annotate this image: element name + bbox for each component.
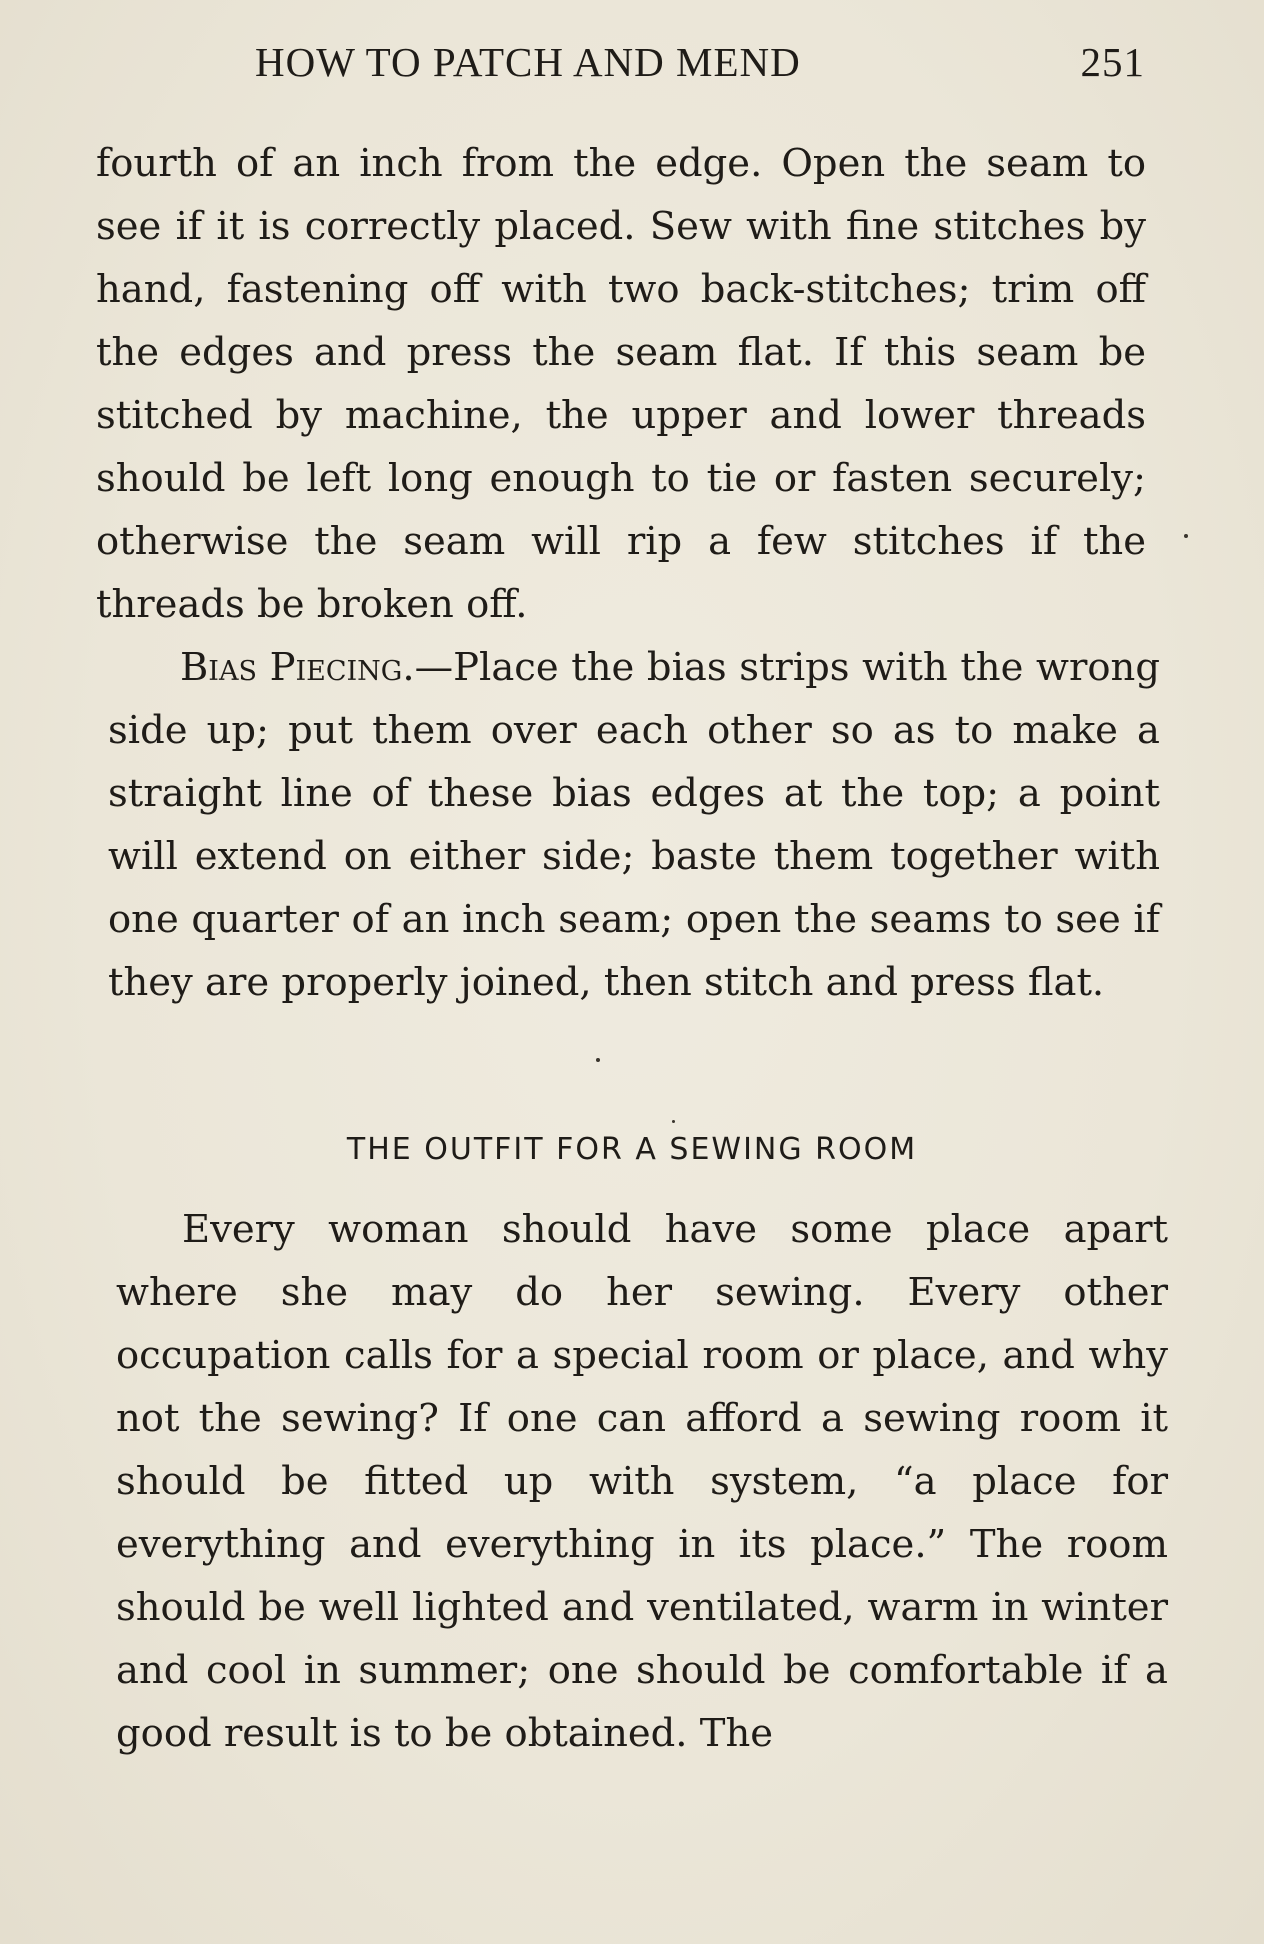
running-head bbox=[255, 38, 1145, 94]
run-in-heading: Bias Piecing. bbox=[180, 645, 415, 690]
page-number: 251 bbox=[1080, 39, 1145, 85]
paragraph-text: fourth of an inch from the edge. Open the seam to see if it is correctly placed. Sew with fine stitches by hand, fastening off with two back-stitches; trim off the edges and press the seam flat. If this seam be stitched by machine, the upper and lower threads should be left long enough to tie or fasten securely; otherwise the seam will rip a few stitches if the threads be broken off. bbox=[96, 141, 1146, 627]
ink-speck bbox=[596, 1058, 600, 1062]
paragraph-bias-piecing bbox=[108, 636, 1160, 1014]
paragraph-text bbox=[108, 636, 1160, 1014]
ink-speck bbox=[672, 1120, 675, 1123]
ink-speck bbox=[1184, 534, 1188, 538]
paragraph-body: —Place the bias strips with the wrong side up; put them over each other so as to make a straight line of these bias edges at the top; a point will extend on either side; baste them together with one quarter of an inch seam; open the seams to see if they are properly joined, then stitch and press flat. bbox=[108, 645, 1160, 1005]
paragraph-text: Every woman should have some place apart where she may do her sewing. Every other occupation calls for a special room or place, and why not the sewing? If one can afford a sewing room it should be fitted up with system, “a place for everything and everything in its place.” The room should be well lighted and ventilated, warm in winter and cool in summer; one should be comfortable if a good result is to be obtained. The bbox=[116, 1207, 1168, 1756]
paragraph-seam-instructions bbox=[96, 132, 1146, 636]
section-heading: THE OUTFIT FOR A SEWING ROOM bbox=[346, 1132, 918, 1167]
paragraph-sewing-room bbox=[116, 1198, 1168, 1765]
running-head-title: HOW TO PATCH AND MEND bbox=[255, 39, 801, 85]
